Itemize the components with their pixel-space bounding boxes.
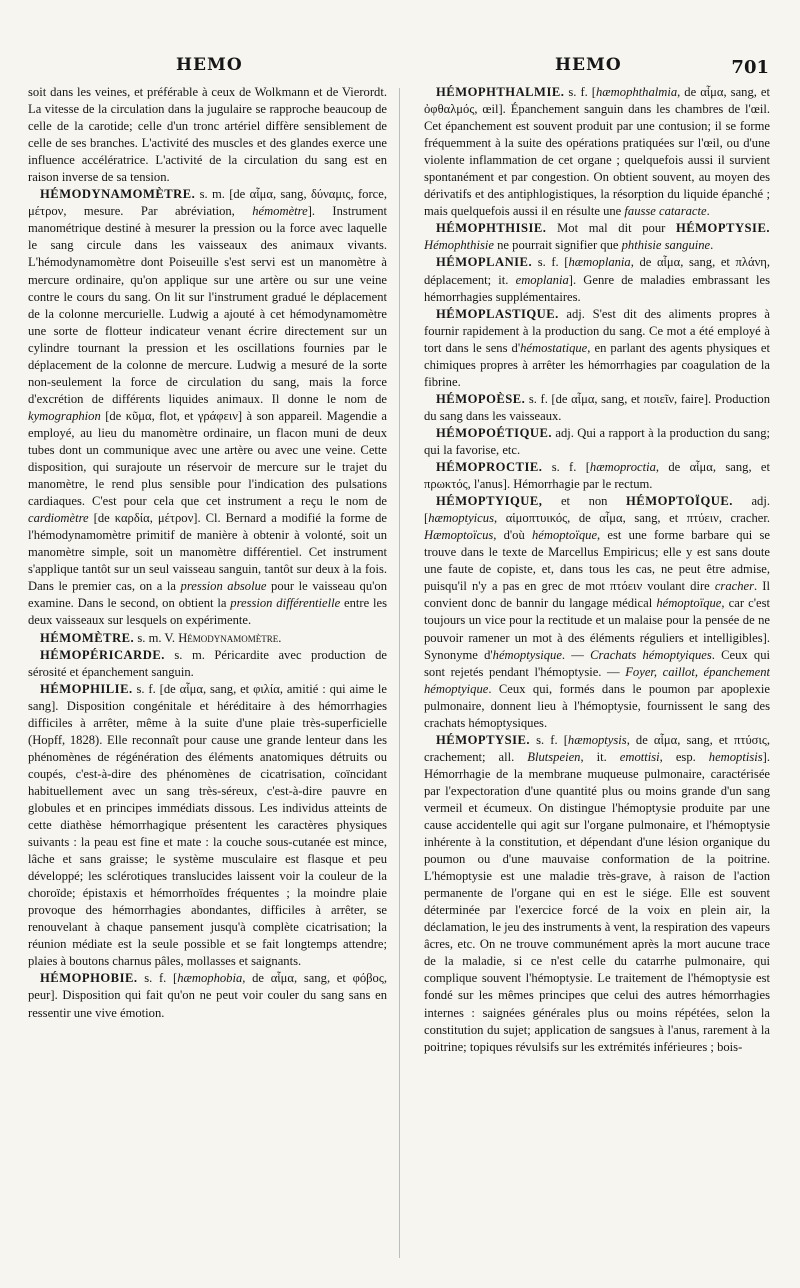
entry-text: , sang, [272,187,311,202]
greek-term: πτόειν [610,579,643,594]
italic-term: Blutspeien [527,749,581,764]
greek-term: αἷμα [653,732,678,747]
italic-term: hemoptisis [708,749,763,764]
italic-term: Hémophthisie [424,238,494,253]
entry-text: , it. [580,749,620,764]
entry-text: , sang, et [723,85,770,99]
italic-term: Hæmoptoïcus [424,528,494,543]
greek-term: δύναμις [310,187,351,202]
headword: HÉMOPHILIE. [40,681,133,696]
entry-text: , mesure. Par abréviation, [63,204,253,219]
headword: HÉMOPROCTIE. [436,460,543,475]
greek-term: φιλία [253,681,280,696]
entry-text: . Il convient donc de bannir du langage médical [424,579,770,611]
italic-term: emoplania [515,272,569,287]
entry-text: Mot mal dit pour [546,221,676,236]
headword: HÉMOPOÈSE. [436,391,526,406]
headword: HÉMOPÉRICARDE. [40,647,165,662]
greek-term: αἷμα [700,85,724,99]
entry-hemoproctie [424,459,770,493]
entry-text: [de [88,511,115,526]
greek-term: αἷμα [599,511,623,526]
entry-text: , de [242,971,271,986]
italic-term: hémoptoïque [531,528,598,543]
italic-term: pression absolue [180,579,267,594]
entry-text: entre les deux vaisseaux sur lesquels on expérimente. [28,596,387,628]
italic-term: hæmoptysis [567,732,627,747]
entry-text: , œil]. Épanchement sanguin dans les chambres de l'œil. Cet épanchement est souvent produit par une contusion; il se forme fréquemment à la suite des opérations pratiquées sur l'œil, ou d'une violente inflammation de cet organe ; quelquefois aussi il survient spontanément et par congestion. On obtient souvent, au moyen des dérivatifs et des antiphlogistiques, la résorption du liquide épanché ; mais quelquefois aussi il en résulte une [424,102,770,219]
entry-text: , de [677,85,701,99]
headword-variant: HÉMOPTOÏQUE. [626,494,733,509]
headword: HÉMOMÈTRE. [40,630,135,645]
italic-term: hæmophthalmia [595,85,678,99]
headword: HÉMOPTYIQUE, [436,494,543,509]
entry-text: . [710,238,714,253]
headword: HÉMOPTYSIE. [436,732,531,747]
greek-term: γράφειν [197,408,238,423]
entry-text: , car c'est toujours un vice pour la rectitude et un malaise pour la pensée de ne pouvoir ramener un mot à des éléments réguliers et intelligibles]. Synonyme d' [424,596,770,662]
entry-text: , en parlant des agents physiques et chimiques propres à arrêter les hémorrhagies par coagulation de la fibrine. [424,340,770,389]
italic-term: Foyer, caillot, épanchement hémoptyique [424,664,770,696]
entry-text: . Ceux qui, formés dans le poumon par apoplexie pulmonaire, donnent lieu à l'hémoptysie, fournissent le sang des crachats hémoptysiques. [424,681,770,730]
greek-term: πτύειν [686,511,719,526]
italic-term: cracher [714,579,755,594]
entry-text: s. f. [ [542,460,590,475]
entry-hemophilie [28,681,387,971]
running-head-left: HEMO [176,55,243,75]
entry-text: , sang, et [622,511,687,526]
headword: HÉMOPHTHISIE. [436,221,547,236]
entry-text: voulant dire [642,579,715,594]
entry-text: adj. Qui a rapport à la production du sang; qui la favorise, etc. [424,425,770,457]
cross-reference: HÉMOPTYSIE. [675,221,770,236]
entry-hemopericarde [28,647,387,681]
entry-text: , déplacement; it. [424,255,770,287]
entry-text: ]. Genre de maladies embrassant les hémorrhagies supplémentaires. [424,272,770,304]
entry-hemometre [28,630,387,647]
greek-term: αἷμα [656,255,681,270]
entry-text: s. m. V. [134,630,179,645]
entry-text: s. f. [ [532,255,569,270]
entry-hemophobie [28,970,387,1021]
greek-term: πρωκτός [424,477,468,492]
entry-text: , sang, et [677,732,735,747]
entry-text: , de [567,511,600,526]
greek-term: ποιεῖν [643,391,675,406]
entry-text: et non [542,494,627,509]
entry-hemodynamometre [28,186,387,629]
entry-text: , sang, et [294,971,353,986]
entry-text: , sang, et [712,460,770,475]
entry-text: , de [626,732,654,747]
greek-term: κῦμα [125,408,152,423]
headword: HÉMODYNAMOMÈTRE. [40,187,196,202]
greek-term: αἷμα [270,971,295,986]
entry-text: , peur]. Disposition qui fait qu'on ne peut voir couler du sang sans en ressentir une vive émotion. [28,971,387,1020]
entry-text: ]. Instrument manométrique destiné à mesurer la pression ou la force avec laquelle le sang circule dans les vaisseaux des animaux vivants. L'hémodynamomètre dont Poiseuille s'est servi est un manomètre à mercure ordinaire, qu'on applique sur une artère ou sur une veine contre le cours du sang. On lit sur l'instrument gradué le déplacement de la colonne mercurielle. Ludwig a ajouté à cet hémodynamomètre une sorte de flotteur indicateur venant écrire directement sur un cylindre tournant la pression et les oscillations fournies par le déplacement de la colonne de mercure. Ludwig a mesuré de la sorte non-seulement la force de circulation du sang, mais la force d'excrétion de différents liquides animaux. Il donne le nom de [28,204,387,406]
left-column [28,84,387,1280]
running-head-right: HEMO [555,55,622,75]
italic-term: hæmoproctia [589,460,656,475]
italic-term: cardiomètre [28,511,89,526]
entry-hemoplastique [424,306,770,391]
entry-text: . [706,204,710,219]
entry-text: , force, [350,187,387,202]
italic-term: hæmoplania [568,255,631,270]
greek-term: αἷμα [179,681,203,696]
headword: HÉMOPLANIE. [436,255,533,270]
greek-term: καρδία, μέτρον [114,511,194,526]
cross-reference: Hémodynamomètre. [178,630,282,645]
entry-text: , d'où [493,528,532,543]
entry-text: , esp. [659,749,709,764]
headword: HÉMOPOÉTIQUE. [436,425,553,440]
italic-term: hémomètre [252,204,308,219]
entry-text: , de [655,460,690,475]
entry-hemopoetique [424,425,770,459]
headword: HÉMOPHOBIE. [40,971,138,986]
column-divider [399,88,400,1258]
entry-text: s. m. [de [195,187,250,202]
entry-hemopoese [424,391,770,425]
entry-text: adj. [ [424,494,770,526]
entry-text: , est une forme barbare qui se trouve dans le texte de Marcellus Empiricus; elle y est sans doute une faute de copiste, et, dans tous les cas, ne peut être admise, puisqu'il n'y a pas en grec de mot [424,528,770,594]
entry-hemoplanie [424,254,770,305]
entry-text: s. m. Péricardite avec production de sérosité et épanchement sanguin. [28,647,387,679]
entry-text: , faire]. Production du sang dans les vaisseaux. [424,391,770,423]
greek-term: μέτρον [28,204,64,219]
italic-term: pression différentielle [230,596,341,611]
entry-hemophthalmie [424,84,770,220]
entry-text: [de [100,408,126,423]
entry-text: , l'anus]. Hémorrhagie par le rectum. [467,477,653,492]
entry-text: , cracher. [718,511,770,526]
entry-hemoptysie [424,732,770,1056]
italic-term: hémoptoïque [656,596,722,611]
entry-text: . Ceux qui sont rejetés pendant l'hémoptysie. — [424,647,770,679]
italic-term: hémostatique [520,340,588,355]
italic-term: fausse cataracte [624,204,707,219]
italic-term: kymographion [28,408,101,423]
page-number: 701 [731,57,769,78]
entry-text: , sang, et [594,391,644,406]
italic-term: hémoptysique [492,647,562,662]
entry-text: . — [561,647,591,662]
entry-continuation [28,84,387,186]
entry-text: pour le vaisseau qu'on examine. Dans le second, on obtient la [28,579,387,611]
entry-text: ]. Hémorrhagie de la membrane muqueuse pulmonaire, caractérisée par l'expectoration d'une quantité plus ou moins grande d'un sang vermeil et écumeux. On distingue l'hémoptysie produite par une cause accidentelle qui agit sur l'organe pulmonaire, et l'hémoptysie inhérente à la constitution, et dépendant d'une lésion organique du poumon ou d'une mauvaise conformation de la poitrine. L'hémoptysie est une maladie très-grave, à raison de l'action permanente de l'organe qui en est le siége. Elle est souvent déterminée par l'exercice forcé de la voix en plein air, la déclamation, le jeu des instruments à vent, la respiration des vapeurs âcres, etc. On ne trouve communément après la mort aucune trace de la maladie, si ce n'est celle du catarrhe pulmonaire, qui complique souvent l'hémoptysie. Le traitement de l'hémoptysie est fondé sur les mêmes principes que celui des autres hémorrhagies internes : saignées générales plus ou moins répétées, selon la constitution du sujet; application de sangsues à l'anus, rarement à la poitrine; topiques révulsifs sur les extrémités inférieures ; bois- [424,749,770,1054]
entry-hemophthisie [424,220,770,254]
italic-term: hæmophobia [177,971,243,986]
italic-term: hæmoptyicus [428,511,494,526]
headword: HÉMOPHTHALMIE. [436,85,565,99]
entry-text: , sang, et [680,255,736,270]
entry-text: , [493,511,506,526]
greek-term: αἷμα [249,187,273,202]
greek-term: αἱμοπτυικός [505,511,568,526]
headword: HÉMOPLASTIQUE. [436,306,559,321]
entry-text: adj. S'est dit des aliments propres à fournir rapidement à la production du sang. Ce mot a été employé à tort dans le sens d' [424,306,770,355]
italic-term: Crachats hémoptyiques [590,647,712,662]
continuation-text: soit dans les veines, et préférable à ceux de Wolkmann et de Vierordt. La vitesse de la circulation dans la jugulaire se rapproche beaucoup de celle de la carotide; celle d'un tronc artériel diffère sensiblement de celle de ses branches. L'activité des muscles et des glandes exerce une influence accélératrice. L'activité de la circulation du sang est en raison inverse de sa tension. [28,85,387,185]
greek-term: αἷμα [571,391,595,406]
italic-term: emottisi [619,749,660,764]
entry-text: s. f. [de [132,681,180,696]
greek-term: πλάνη [735,255,767,270]
entry-text: , de [630,255,657,270]
entry-text: ] à son appareil. Magendie a employé, au lieu du manomètre ordinaire, un flacon muni de deux tubes dont un communique avec une artère ou avec une veine. Cette disposition, qui surajoute un réservoir de mercure sur le trajet du manomètre, le rend plus sensible pour l'indication des pulsations cardiaques. C'est pour cela que cet instrument a reçu le nom de [28,408,387,509]
entry-text: , flot, et [151,408,198,423]
right-column [424,84,770,1280]
greek-term: ὀφθαλμός [424,102,475,117]
greek-term: πτύσις [734,732,767,747]
entry-text: , sang, et [202,681,254,696]
entry-text: ]. Cl. Bernard a modifié la forme de l'hémodynamomètre primitif de manière à obtenir à volonté, soit un manomètre simple, soit un manomètre différentiel. Cet instrument s'applique tantôt sur un seul vaisseau sanguin, tantôt sur deux à la fois. Dans le premier cas, on a la [28,511,387,594]
entry-hemoptyique [424,493,770,732]
greek-term: αἷμα [689,460,713,475]
entry-text: s. f. [ [530,732,568,747]
greek-term: φόβος [352,971,384,986]
entry-text: s. f. [de [525,391,572,406]
entry-text: ne pourrait signifier que [493,238,622,253]
italic-term: phthisie sanguine [621,238,711,253]
entry-text: , amitié : qui aime le sang]. Disposition congénitale et héréditaire à des hémorrhagies difficiles à arrêter, même à la suite d'une plaie très-superficielle (Hopff, 1828). Elle reconnaît pour cause une grande lenteur dans les phénomènes de régénération des éléments anatomiques détruits ou coupés, c'est-à-dire des phénomènes de cicatrisation, coïncidant habituellement avec un sang très-séreux, c'est-à-dire pauvre en globules et en principes immédiats dissous. Les individus atteints de cette diathèse hémorrhagique présentent les caractères physiques suivants : la peau est fine et mate : la couche sous-cutanée est mince, lâche et sans graisse; le système musculaire est flasque et peu développé; les sclérotiques translucides laissent voir la couleur de la choroïde; épistaxis et hémorrhoïdes fréquentes ; la moindre plaie provoque des hémorrhagies abondantes, difficiles à arrêter, se renouvelant à chaque pansement jusqu'à complète cicatrisation; la réunion médiate est la seule possible et se fait longtemps attendre; plaies à boutons charnus pâles, mollasses et saignants. [28,681,387,969]
entry-text: , crachement; all. [424,732,770,764]
entry-text: s. f. [ [564,85,596,99]
entry-text: s. f. [ [137,971,178,986]
